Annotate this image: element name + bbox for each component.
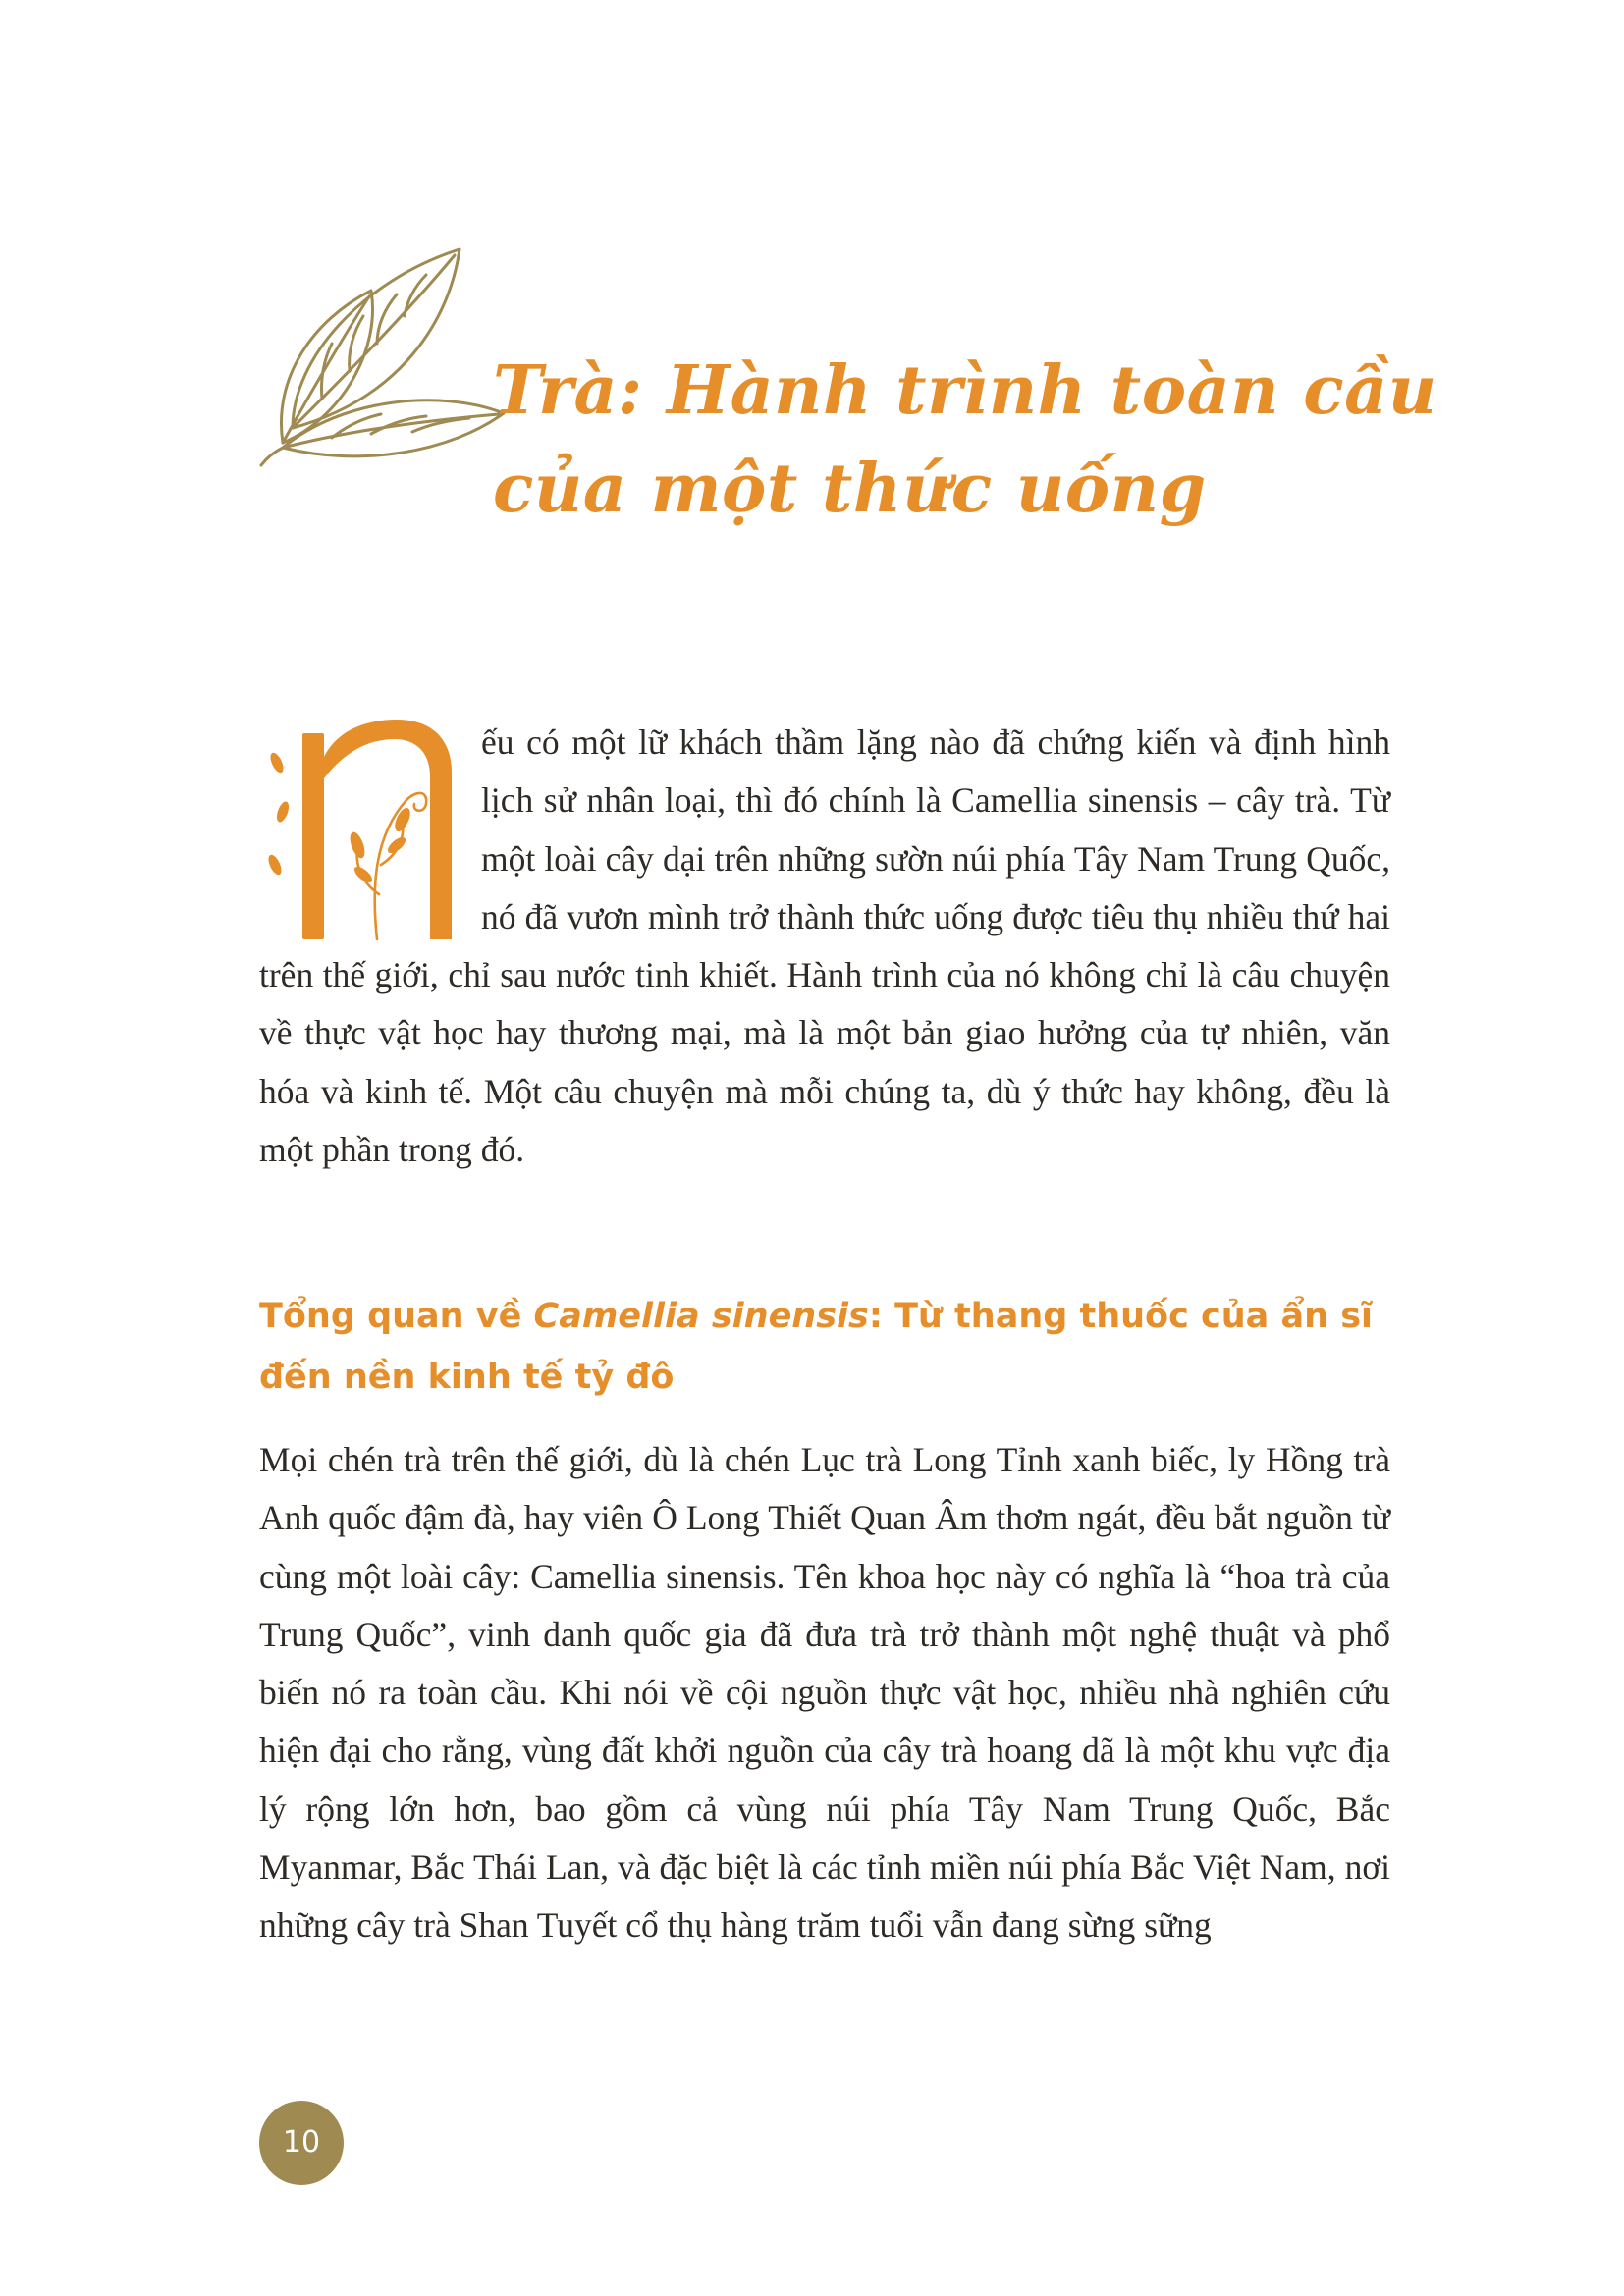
tea-leaves-ornament-icon [253,241,509,467]
chapter-title-line-2: của một thức uống [493,450,1207,528]
section-heading-species: Camellia sinensis [533,1297,869,1336]
section-heading-prefix: Tổng quan về [259,1297,534,1336]
drop-cap-n-icon [259,718,467,945]
chapter-title [493,342,1494,538]
body-paragraph: Mọi chén trà trên thế giới, dù là chén Lục trà Long Tỉnh xanh biếc, ly Hồng trà Anh quốc đậm đà, hay viên Ô Long Thiết Quan Âm thơm ngát, đều bắt nguồn từ cùng một loài cây: Camellia sinensis. Tên khoa học này có nghĩa là “hoa trà của Trung Quốc”, vinh danh quốc gia đã đưa trà trở thành một nghệ thuật và phổ biến nó ra toàn cầu. Khi nói về cội nguồn thực vật học, nhiều nhà nghiên cứu hiện đại cho rằng, vùng đất khởi nguồn của cây trà hoang dã là một khu vực địa lý rộng lớn hơn, bao gồm cả vùng núi phía Tây Nam Trung Quốc, Bắc Myanmar, Bắc Thái Lan, và đặc biệt là các tỉnh miền núi phía Bắc Việt Nam, nơi những cây trà Shan Tuyết cổ thụ hàng trăm tuổi vẫn đang sừng sững [259,1440,1390,1946]
page-number-badge: 10 [259,2101,344,2185]
section-heading-suffix: : Từ thang thuốc của ẩn sĩ đến nền kinh tế tỷ đô [259,1297,1374,1397]
section-heading [259,1286,1390,1408]
intro-text: ếu có một lữ khách thầm lặng nào đã chứng kiến và định hình lịch sử nhân loại, thì đó chính là Camellia sinensis – cây trà. Từ một loài cây dại trên những sườn núi phía Tây Nam Trung Quốc, nó đã vươn mình trở thành thức uống được tiêu thụ nhiều thứ hai trên thế giới, chỉ sau nước tinh khiết. Hành trình của nó không chỉ là câu chuyện về thực vật học hay thương mại, mà là một bản giao hưởng của tự nhiên, văn hóa và kinh tế. Một câu chuyện mà mỗi chúng ta, dù ý thức hay không, đều là một phần trong đó. [259,722,1390,1170]
intro-paragraph [259,714,1390,1179]
chapter-title-line-1: Trà: Hành trình toàn cầu [493,351,1437,430]
